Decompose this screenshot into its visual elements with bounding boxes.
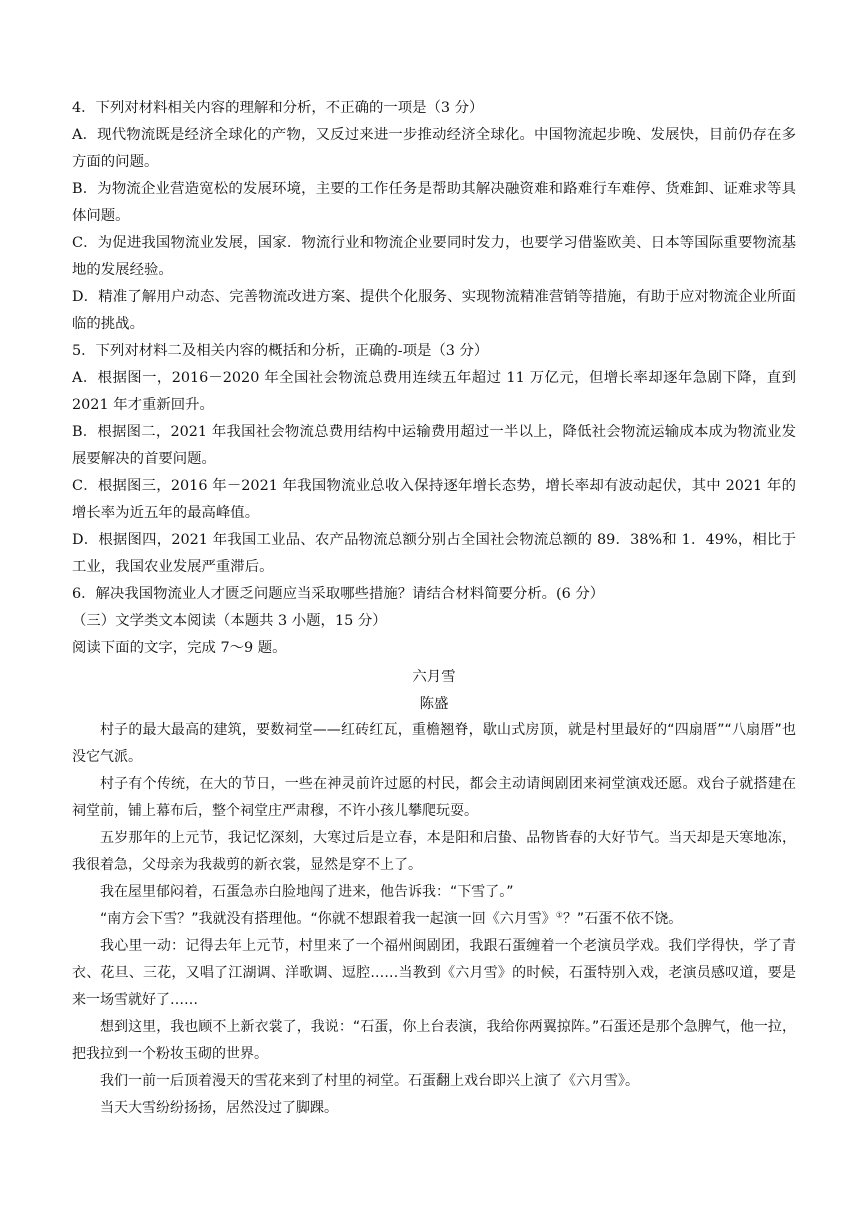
question-5-stem: 5．下列对材料二及相关内容的概括和分析，正确的-项是（3 分） <box>72 343 489 359</box>
story-paragraph: 我心里一动：记得去年上元节，村里来了一个福州闽剧团，我跟石蛋缠着一个老演员学戏。我们学得快，学了青衣、花旦、三花，又唱了江湖调、洋歌调、逗腔……当教到《六月雪》的时候，石蛋特别入戏，老演员感叹道，要是来一场雪就好了…… <box>72 938 796 1008</box>
reading-instruction: 阅读下面的文字，完成 7～9 题。 <box>72 640 287 656</box>
story-title: 六月雪 <box>412 669 456 685</box>
question-5-option-a: A．根据图一，2016－2020 年全国社会物流总费用连续五年超过 11 万亿元，但增长率却逐年急剧下降，直到 2021 年才重新回升。 <box>72 370 796 413</box>
question-4-option-c: C．为促进我国物流业发展，国家．物流行业和物流企业要同时发力，也要学习借鉴欧美、日本等国际重要物流基地的发展经验。 <box>72 235 796 278</box>
story-paragraph-tail: ？”石蛋不依不饶。 <box>562 911 683 927</box>
story-paragraph: 村子有个传统，在大的节日，一些在神灵前许过愿的村民，都会主动请闽剧团来祠堂演戏还愿。戏台子就搭建在祠堂前，铺上幕布后，整个祠堂庄严肃穆，不许小孩儿攀爬玩耍。 <box>72 776 796 819</box>
story-paragraph <box>72 906 796 933</box>
story-paragraph: 村子的最大最高的建筑，要数祠堂——红砖红瓦，重檐翘脊，歇山式房顶，就是村里最好的“四扇厝”“八扇厝”也没它气派。 <box>72 722 796 765</box>
question-4-stem: 4．下列对材料相关内容的理解和分析，不正确的一项是（3 分） <box>72 100 484 116</box>
question-5-option-b: B．根据图二，2021 年我国社会物流总费用结构中运输费用超过一半以上，降低社会物流运输成本成为物流业发展要解决的首要问题。 <box>72 424 796 467</box>
story-paragraph: 五岁那年的上元节，我记忆深刻，大寒过后是立春，本是阳和启蛰、品物皆春的大好节气。当天却是天寒地冻，我很着急，父母亲为我裁剪的新衣裳，显然是穿不上了。 <box>72 830 796 873</box>
story-paragraph: 我们一前一后顶着漫天的雪花来到了村里的祠堂。石蛋翻上戏台即兴上演了《六月雪》。 <box>100 1073 639 1089</box>
question-5-option-c: C．根据图三，2016 年－2021 年我国物流业总收入保持逐年增长态势，增长率却有波动起伏，其中 2021 年的增长率为近五年的最高峰值。 <box>72 478 796 521</box>
footnote-marker: ① <box>555 910 563 920</box>
question-6-stem: 6．解决我国物流业人才匮乏问题应当采取哪些措施？请结合材料简要分析。(6 分） <box>72 586 605 602</box>
question-4-option-b: B．为物流企业营造宽松的发展环境，主要的工作任务是帮助其解决融资难和路难行车难停、货难卸、证难求等具体问题。 <box>72 181 796 224</box>
story-paragraph-text: “南方会下雪？”我就没有搭理他。“你就不想跟着我一起演一回《六月雪》 <box>100 911 556 927</box>
question-4-option-d: D．精准了解用户动态、完善物流改进方案、提供个化服务、实现物流精准营销等措施，有助于应对物流企业所面临的挑战。 <box>72 289 796 332</box>
story-paragraph: 想到这里，我也顾不上新衣裳了，我说：“石蛋，你上台表演，我给你两翼掠阵。”石蛋还是那个急脾气，他一拉，把我拉到一个粉妆玉砌的世界。 <box>72 1019 796 1062</box>
section-heading: （三）文学类文本阅读（本题共 3 小题，15 分） <box>72 613 387 629</box>
story-paragraph: 当天大雪纷纷扬扬，居然没过了脚踝。 <box>100 1100 338 1116</box>
story-author: 陈盛 <box>419 696 449 712</box>
story-paragraph: 我在屋里郁闷着，石蛋急赤白脸地闯了进来，他告诉我：“下雪了。” <box>100 884 514 900</box>
question-5-option-d: D．根据图四，2021 年我国工业品、农产品物流总额分别占全国社会物流总额的 89．38%和 1．49%，相比于工业，我国农业发展严重滞后。 <box>72 532 796 575</box>
question-4-option-a: A．现代物流既是经济全球化的产物，又反过来进一步推动经济全球化。中国物流起步晚、发展快，目前仍存在多方面的问题。 <box>72 127 796 170</box>
